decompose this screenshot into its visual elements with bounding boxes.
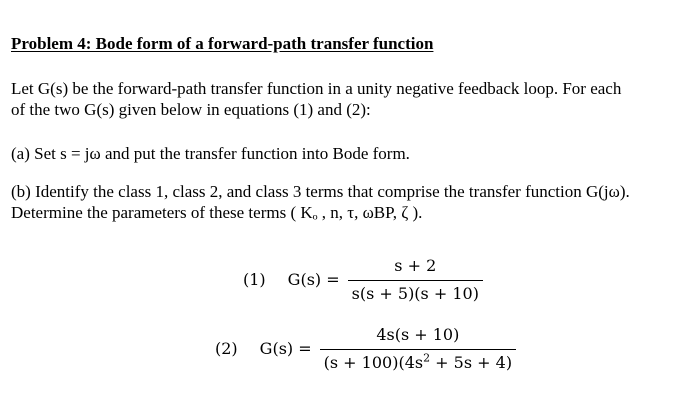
- equation-1-numerator: s + 2: [394, 256, 437, 275]
- part-a-text: (a) Set s = jω and put the transfer function into Bode form.: [11, 144, 410, 163]
- intro-paragraph: [11, 78, 621, 120]
- denominator-exponent: 2: [423, 351, 431, 365]
- part-b-line-1: (b) Identify the class 1, class 2, and class 3 terms that comprise the transfer function G(jω).: [11, 182, 630, 201]
- part-b-paragraph: [11, 181, 630, 223]
- equation-2-fraction: [320, 325, 516, 372]
- equation-2-lhs: G(s) =: [259, 339, 312, 358]
- denominator-part-1: (s + 100)(4s: [323, 353, 424, 372]
- equation-2-denominator: [320, 350, 516, 372]
- equation-1-label: (1): [243, 270, 266, 289]
- denominator-part-2: + 5s + 4): [430, 353, 513, 372]
- equation-1-lhs: G(s) =: [287, 270, 340, 289]
- equation-1-denominator: s(s + 5)(s + 10): [351, 284, 479, 303]
- part-b-line-2: Determine the parameters of these terms ( Kₒ , n, τ, ωBP, ζ ).: [11, 203, 423, 222]
- equation-2-numerator: 4s(s + 10): [376, 325, 460, 344]
- equation-2: [215, 325, 516, 372]
- equation-2-label: (2): [215, 339, 238, 358]
- problem-title: Problem 4: Bode form of a forward-path transfer function: [11, 34, 434, 53]
- intro-line-1: Let G(s) be the forward-path transfer function in a unity negative feedback loop. For each: [11, 79, 622, 98]
- equation-1: [243, 256, 483, 303]
- intro-line-2: of the two G(s) given below in equations (1) and (2):: [11, 100, 371, 119]
- equation-1-fraction: [348, 256, 483, 303]
